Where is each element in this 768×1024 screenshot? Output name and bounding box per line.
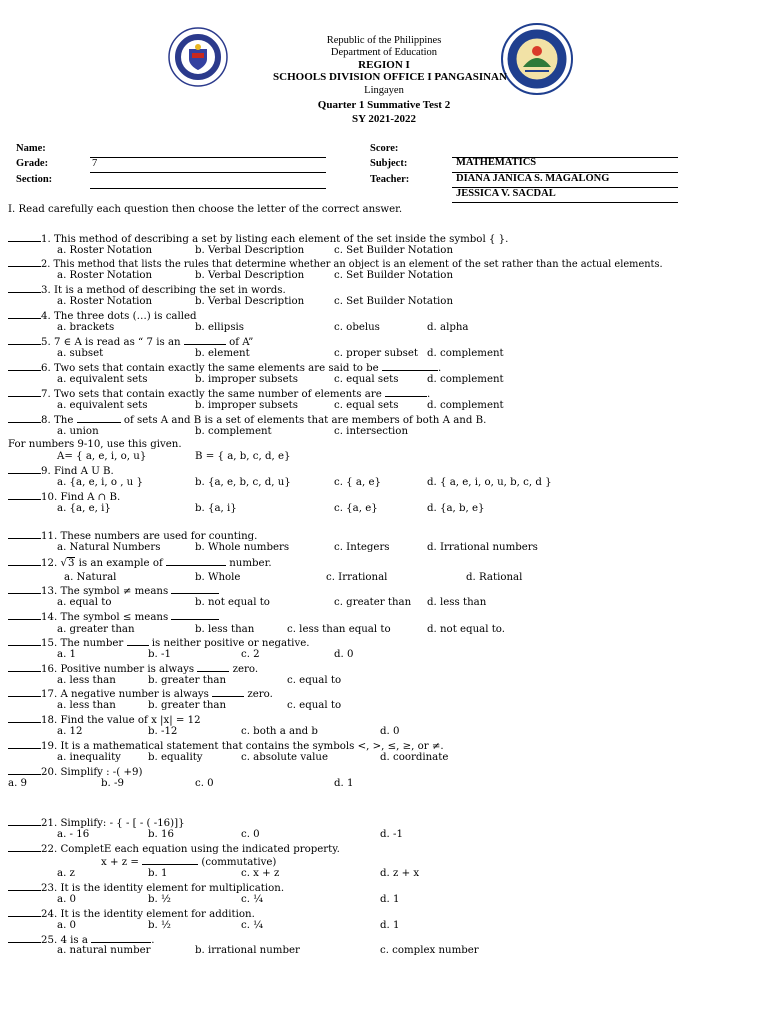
- question-4: 4. The three dots (…) is called: [8, 309, 197, 323]
- grade-label: Grade:: [16, 158, 49, 169]
- q12-choice-d[interactable]: d. Rational: [466, 572, 523, 583]
- q24-choice-a[interactable]: a. 0: [57, 920, 77, 931]
- q4-choice-d[interactable]: d. alpha: [427, 322, 469, 333]
- q8-choice-b[interactable]: b. complement: [195, 426, 272, 437]
- q12-choice-c[interactable]: c. Irrational: [326, 572, 388, 583]
- q8-choice-c[interactable]: c. intersection: [334, 426, 409, 437]
- question-2: 2. This method that lists the rules that determine whether an object is an element of the set rather than the actual elements.: [8, 257, 663, 271]
- q1-choice-c[interactable]: c. Set Builder Notation: [334, 245, 454, 256]
- q21-choice-b[interactable]: b. 16: [148, 829, 174, 840]
- answer-blank-3[interactable]: [8, 283, 41, 293]
- q1-choice-a[interactable]: a. Roster Notation: [57, 245, 153, 256]
- score-label: Score:: [370, 143, 399, 154]
- question-10: 10. Find A ∩ B.: [8, 490, 120, 504]
- q23-choice-d[interactable]: d. 1: [380, 894, 400, 905]
- q20-choice-d[interactable]: d. 1: [334, 778, 354, 789]
- q25-fill-blank: [91, 933, 151, 943]
- q25-choice-c[interactable]: c. complex number: [380, 945, 479, 956]
- q14-choice-a[interactable]: a. greater than: [57, 624, 135, 635]
- answer-blank-22[interactable]: [8, 842, 41, 852]
- q21-choice-a[interactable]: a. - 16: [57, 829, 90, 840]
- question-21: 21. Simplify: - { - [ - ( -16)]}: [8, 816, 185, 830]
- given-set-b: B = { a, b, c, d, e}: [195, 451, 291, 462]
- q13-choice-c[interactable]: c. greater than: [334, 597, 412, 608]
- q18-choice-c[interactable]: c. both a and b: [241, 726, 318, 737]
- answer-blank-11[interactable]: [8, 529, 41, 539]
- q3-choice-c[interactable]: c. Set Builder Notation: [334, 296, 454, 307]
- q23-choice-a[interactable]: a. 0: [57, 894, 77, 905]
- q11-choice-c[interactable]: c. Integers: [334, 542, 390, 553]
- q4-choice-b[interactable]: b. ellipsis: [195, 322, 245, 333]
- teacher-line-2: [452, 202, 678, 203]
- q15-choice-a[interactable]: a. 1: [57, 649, 77, 660]
- question-13: 13. The symbol ≠ means: [8, 584, 219, 598]
- q6-choice-a[interactable]: a. equivalent sets: [57, 374, 148, 385]
- q19-choice-d[interactable]: d. coordinate: [380, 752, 449, 763]
- grade-line: [90, 172, 326, 173]
- question-16: 16. Positive number is always zero.: [8, 662, 258, 676]
- answer-blank-10[interactable]: [8, 490, 41, 500]
- teacher-value-2: JESSICA V. SACDAL: [456, 188, 556, 199]
- question-17: 17. A negative number is always zero.: [8, 687, 273, 701]
- answer-blank-4[interactable]: [8, 309, 41, 319]
- q22-choice-c[interactable]: c. x + z: [241, 868, 280, 879]
- header-lingayen: Lingayen: [364, 85, 404, 96]
- answer-blank-25[interactable]: [8, 933, 41, 943]
- q10-choice-b[interactable]: b. {a, i}: [195, 503, 237, 514]
- q24-choice-c[interactable]: c. ¼: [241, 920, 264, 931]
- q17-choice-c[interactable]: c. equal to: [287, 700, 342, 711]
- name-label: Name:: [16, 143, 46, 154]
- q5-choice-b[interactable]: b. element: [195, 348, 250, 359]
- q24-choice-b[interactable]: b. ½: [148, 920, 171, 931]
- q19-choice-c[interactable]: c. absolute value: [241, 752, 328, 763]
- q22-choice-b[interactable]: b. 1: [148, 868, 168, 879]
- q7-choice-d[interactable]: d. complement: [427, 400, 504, 411]
- q23-choice-b[interactable]: b. ½: [148, 894, 171, 905]
- q20-choice-a[interactable]: a. 9: [8, 778, 28, 789]
- question-11: 11. These numbers are used for counting.: [8, 529, 257, 543]
- q21-choice-c[interactable]: c. 0: [241, 829, 260, 840]
- q10-choice-d[interactable]: d. {a, b, e}: [427, 503, 485, 514]
- q10-choice-c[interactable]: c. {a, e}: [334, 503, 378, 514]
- q7-choice-c[interactable]: c. equal sets: [334, 400, 399, 411]
- header-division: SCHOOLS DIVISION OFFICE I PANGASINAN: [273, 71, 507, 83]
- q23-choice-c[interactable]: c. ¼: [241, 894, 264, 905]
- answer-blank-13[interactable]: [8, 584, 41, 594]
- answer-blank-19[interactable]: [8, 739, 41, 749]
- question-14: 14. The symbol ≤ means: [8, 610, 219, 624]
- q16-choice-a[interactable]: a. less than: [57, 675, 116, 686]
- q11-choice-d[interactable]: d. Irrational numbers: [427, 542, 538, 553]
- question-18: 18. Find the value of x |x| = 12: [8, 713, 201, 727]
- q14-choice-d[interactable]: d. not equal to.: [427, 624, 505, 635]
- q20-choice-b[interactable]: b. -9: [101, 778, 124, 789]
- q20-choice-c[interactable]: c. 0: [195, 778, 214, 789]
- q9-choice-d[interactable]: d. { a, e, i, o, u, b, c, d }: [427, 477, 552, 488]
- q6-choice-b[interactable]: b. improper subsets: [195, 374, 298, 385]
- q22-fill-blank: [142, 855, 198, 865]
- answer-blank-8[interactable]: [8, 413, 41, 423]
- q8-choice-a[interactable]: a. union: [57, 426, 99, 437]
- answer-blank-12[interactable]: [8, 556, 41, 566]
- given-intro: For numbers 9-10, use this given.: [8, 439, 182, 450]
- q15-choice-c[interactable]: c. 2: [241, 649, 260, 660]
- q9-choice-b[interactable]: b. {a, e, b, c, d, u}: [195, 477, 291, 488]
- q22-choice-d[interactable]: d. z + x: [380, 868, 420, 879]
- q12-fill-blank: [166, 556, 226, 566]
- question-15: 15. The number is neither positive or negative.: [8, 636, 309, 650]
- q17-choice-b[interactable]: b. greater than: [148, 700, 227, 711]
- q16-choice-c[interactable]: c. equal to: [287, 675, 342, 686]
- q13-choice-a[interactable]: a. equal to: [57, 597, 112, 608]
- q12-choice-b[interactable]: b. Whole: [195, 572, 241, 583]
- answer-blank-5[interactable]: [8, 335, 41, 345]
- q17-fill-blank: [212, 687, 244, 697]
- q14-fill-blank: [171, 610, 219, 620]
- q10-choice-a[interactable]: a. {a, e, i}: [57, 503, 111, 514]
- answer-blank-9[interactable]: [8, 464, 41, 474]
- grade-value: 7: [92, 158, 98, 169]
- q5-choice-d[interactable]: d. complement: [427, 348, 504, 359]
- question-25: 25. 4 is a .: [8, 933, 154, 947]
- answer-blank-23[interactable]: [8, 881, 41, 891]
- question-23: 23. It is the identity element for multiplication.: [8, 881, 284, 895]
- q11-choice-b[interactable]: b. Whole numbers: [195, 542, 290, 553]
- q16-choice-b[interactable]: b. greater than: [148, 675, 227, 686]
- q22-equation: x + z = (commutative): [101, 857, 277, 868]
- teacher-label: Teacher:: [370, 174, 410, 185]
- header-test-title: Quarter 1 Summative Test 2: [317, 99, 451, 111]
- q6-choice-d[interactable]: d. complement: [427, 374, 504, 385]
- q25-choice-a[interactable]: a. natural number: [57, 945, 151, 956]
- q6-choice-c[interactable]: c. equal sets: [334, 374, 399, 385]
- q12-choice-a[interactable]: a. Natural: [64, 572, 117, 583]
- q1-choice-b[interactable]: b. Verbal Description: [195, 245, 305, 256]
- question-20: 20. Simplify : -( +9): [8, 765, 142, 779]
- answer-blank-7[interactable]: [8, 387, 41, 397]
- q7-fill-blank: [385, 387, 427, 397]
- q21-choice-d[interactable]: d. -1: [380, 829, 403, 840]
- q13-choice-b[interactable]: b. not equal to: [195, 597, 270, 608]
- q17-choice-a[interactable]: a. less than: [57, 700, 116, 711]
- answer-blank-16[interactable]: [8, 662, 41, 672]
- section-line[interactable]: [90, 188, 326, 189]
- q11-choice-a[interactable]: a. Natural Numbers: [57, 542, 161, 553]
- header-school-year: SY 2021-2022: [351, 113, 417, 125]
- header-republic: Republic of the Philippines: [326, 35, 442, 46]
- name-line[interactable]: [90, 157, 326, 158]
- q2-choice-b[interactable]: b. Verbal Description: [195, 270, 305, 281]
- q8-fill-blank: [77, 413, 121, 423]
- header-region: REGION I: [358, 59, 410, 71]
- q5-fill-blank: [184, 335, 226, 345]
- answer-blank-15[interactable]: [8, 636, 41, 646]
- q13-choice-d[interactable]: d. less than: [427, 597, 487, 608]
- q19-choice-b[interactable]: b. equality: [148, 752, 203, 763]
- q24-choice-d[interactable]: d. 1: [380, 920, 400, 931]
- question-3: 3. It is a method of describing the set in words.: [8, 283, 286, 297]
- q4-choice-a[interactable]: a. brackets: [57, 322, 115, 333]
- q13-fill-blank: [171, 584, 219, 594]
- question-19: 19. It is a mathematical statement that contains the symbols <, >, ≤, ≥, or ≠.: [8, 739, 444, 753]
- subject-value: MATHEMATICS: [456, 157, 537, 168]
- answer-blank-17[interactable]: [8, 687, 41, 697]
- answer-blank-20[interactable]: [8, 765, 41, 775]
- section-label: Section:: [16, 174, 53, 185]
- q15-choice-b[interactable]: b. -1: [148, 649, 171, 660]
- q19-choice-a[interactable]: a. inequality: [57, 752, 121, 763]
- question-5: 5. 7 ∈ A is read as “ 7 is an of A”: [8, 335, 253, 349]
- q7-choice-a[interactable]: a. equivalent sets: [57, 400, 148, 411]
- answer-blank-24[interactable]: [8, 907, 41, 917]
- q5-choice-c[interactable]: c. proper subset: [334, 348, 419, 359]
- question-8: 8. The of sets A and B is a set of elements that are members of both A and B.: [8, 413, 486, 427]
- subject-label: Subject:: [370, 158, 408, 169]
- answer-blank-6[interactable]: [8, 361, 41, 371]
- question-6: 6. Two sets that contain exactly the same elements are said to be .: [8, 361, 441, 375]
- q18-choice-a[interactable]: a. 12: [57, 726, 83, 737]
- q4-choice-c[interactable]: c. obelus: [334, 322, 380, 333]
- q2-choice-c[interactable]: c. Set Builder Notation: [334, 270, 454, 281]
- q16-fill-blank: [197, 662, 229, 672]
- answer-blank-18[interactable]: [8, 713, 41, 723]
- header-department: Department of Education: [330, 47, 438, 58]
- q15-fill-blank: [127, 636, 149, 646]
- instruction: I. Read carefully each question then choose the letter of the correct answer.: [8, 204, 403, 215]
- question-7: 7. Two sets that contain exactly the same number of elements are .: [8, 387, 430, 401]
- q6-fill-blank: [382, 361, 438, 371]
- q15-choice-d[interactable]: d. 0: [334, 649, 354, 660]
- answer-blank-2[interactable]: [8, 257, 41, 267]
- given-set-a: A= { a, e, i, o, u}: [57, 451, 147, 462]
- answer-blank-1[interactable]: [8, 232, 41, 242]
- q22-choice-a[interactable]: a. z: [57, 868, 75, 879]
- q14-choice-b[interactable]: b. less than: [195, 624, 255, 635]
- q14-choice-c[interactable]: c. less than equal to: [287, 624, 391, 635]
- q25-choice-b[interactable]: b. irrational number: [195, 945, 300, 956]
- q9-choice-a[interactable]: a. {a, e, i, o , u }: [57, 477, 143, 488]
- q9-choice-c[interactable]: c. { a, e}: [334, 477, 381, 488]
- q3-choice-a[interactable]: a. Roster Notation: [57, 296, 153, 307]
- q2-choice-a[interactable]: a. Roster Notation: [57, 270, 153, 281]
- q7-choice-b[interactable]: b. improper subsets: [195, 400, 298, 411]
- question-12: 12. √3 is an example of number.: [8, 556, 272, 570]
- question-22: 22. CompletE each equation using the indicated property.: [8, 842, 340, 856]
- q18-choice-b[interactable]: b. -12: [148, 726, 178, 737]
- question-24: 24. It is the identity element for addition.: [8, 907, 255, 921]
- q5-choice-a[interactable]: a. subset: [57, 348, 104, 359]
- q3-choice-b[interactable]: b. Verbal Description: [195, 296, 305, 307]
- question-9: 9. Find A U B.: [8, 464, 114, 478]
- answer-blank-21[interactable]: [8, 816, 41, 826]
- question-1: 1. This method of describing a set by listing each element of the set inside the symbol { }.: [8, 232, 508, 246]
- answer-blank-14[interactable]: [8, 610, 41, 620]
- teacher-value-1: DIANA JANICA S. MAGALONG: [456, 173, 610, 184]
- q18-choice-d[interactable]: d. 0: [380, 726, 400, 737]
